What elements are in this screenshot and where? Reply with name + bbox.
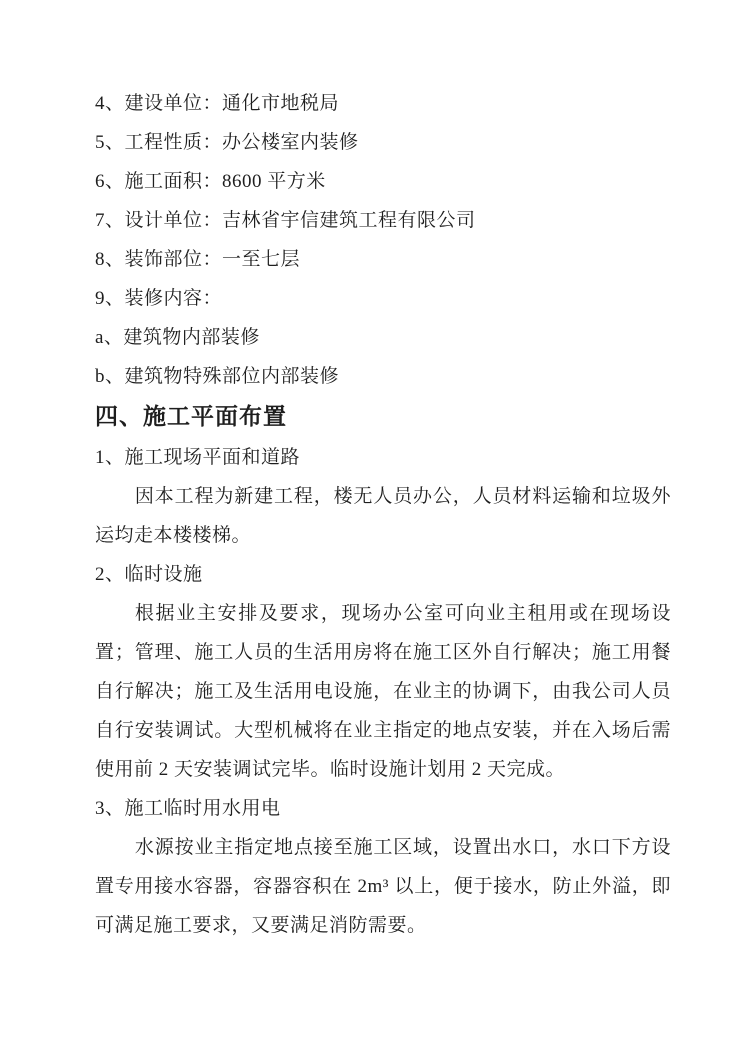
list-item-special-parts: b、建筑物特殊部位内部装修 (95, 366, 340, 387)
paragraph-temporary-facilities: 根据业主安排及要求，现场办公室可向业主租用或在现场设置；管理、施工人员的生活用房将在施工区外自行解决；施工用餐自行解决；施工及生活用电设施，在业主的协调下，由我公司人员自行安装调试。大型机械将在业主指定的地点安装，并在入场后需使用前 2 天安装调试完毕。临时设施计划用 2 天完成。 (95, 603, 671, 780)
list-item-project-nature: 5、工程性质：办公楼室内装修 (95, 132, 359, 153)
document-content (95, 84, 671, 945)
list-item-temporary-facilities: 2、临时设施 (95, 564, 203, 585)
section-heading-site-layout: 四、施工平面布置 (95, 404, 287, 429)
list-item-decoration-location: 8、装饰部位：一至七层 (95, 249, 301, 270)
list-item-decoration-content: 9、装修内容： (95, 288, 223, 309)
list-item-interior-decoration: a、建筑物内部装修 (95, 327, 260, 348)
list-item-temporary-water-power: 3、施工临时用水用电 (95, 798, 281, 819)
list-item-construction-area: 6、施工面积：8600 平方米 (95, 171, 326, 192)
paragraph-site-plane-roads: 因本工程为新建工程，楼无人员办公，人员材料运输和垃圾外运均走本楼楼梯。 (95, 486, 671, 546)
list-item-site-plane-roads: 1、施工现场平面和道路 (95, 447, 301, 468)
list-item-construction-unit: 4、建设单位：通化市地税局 (95, 93, 340, 114)
paragraph-temporary-water-power: 水源按业主指定地点接至施工区域，设置出水口，水口下方设置专用接水容器，容器容积在 2m³ 以上，便于接水，防止外溢，即可满足施工要求，又要满足消防需要。 (95, 837, 671, 936)
list-item-design-unit: 7、设计单位：吉林省宇信建筑工程有限公司 (95, 210, 476, 231)
